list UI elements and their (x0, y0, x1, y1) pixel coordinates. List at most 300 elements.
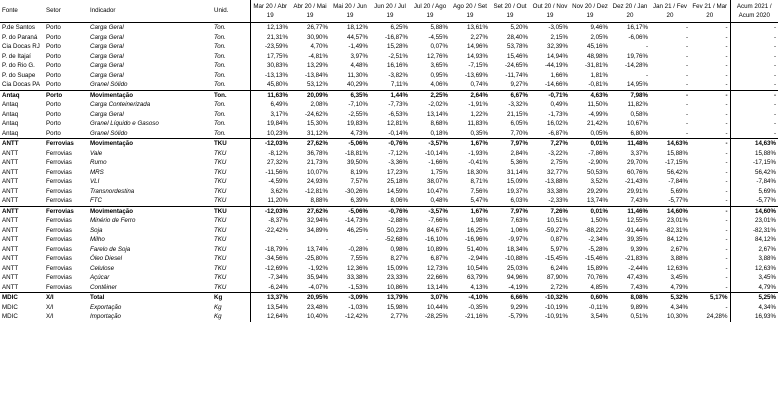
cell-value: 27,62% (290, 139, 330, 149)
cell-value: - (725, 197, 728, 204)
cell-value: 13,79% (370, 293, 410, 303)
table-row (0, 264, 778, 274)
cell-value: 23,48% (307, 303, 328, 311)
cell-value: - (645, 43, 648, 50)
cell-value: 11,83% (467, 120, 488, 127)
cell-value: -11,74% (505, 71, 528, 79)
cell-value: 0,01% (570, 206, 610, 216)
cell-value: 29,91% (627, 187, 648, 195)
cell-value: 30,90% (307, 33, 328, 41)
cell-accum: 3,88% (730, 254, 778, 264)
cell-fonte: Antaq (0, 90, 44, 100)
cell-value: 14,63% (650, 139, 690, 149)
cell-setor: Porto (46, 43, 61, 50)
cell-fonte: Cia Docas PA (2, 81, 41, 88)
cell-fonte: MDIC (0, 293, 44, 303)
cell-value: -13,84% (304, 71, 328, 79)
cell-value: 7,56% (470, 187, 488, 195)
cell-value: 56,42% (667, 168, 688, 176)
cell-accum: - (730, 90, 778, 100)
cell-value: 8,88% (310, 197, 328, 204)
cell-value: 44,57% (347, 33, 368, 41)
cell-indicador: Carga Geral (90, 33, 124, 41)
cell-value: 2,77% (390, 313, 408, 320)
cell-accum: - (730, 42, 778, 52)
cell-value: -82,31% (664, 226, 688, 234)
cell-value: 87,90% (547, 274, 568, 281)
cell-indicador: Minério de Ferro (90, 217, 136, 224)
cell-value: 0,48% (430, 197, 448, 204)
cell-accum: 4,79% (730, 283, 778, 293)
cell-value: 3,37% (630, 149, 648, 157)
cell-indicador: Carga Conteinerizada (90, 101, 151, 108)
cell-value: 9,39% (630, 245, 648, 253)
cell-value: - (685, 43, 688, 50)
cell-value: -0,11% (588, 303, 608, 311)
cell-setor: Porto (46, 71, 61, 79)
cell-unid: Ton. (212, 129, 250, 139)
cell-value: 0,95% (430, 71, 448, 79)
cell-fonte: Antaq (2, 101, 19, 108)
table-row (0, 61, 778, 71)
cell-value: 23,01% (667, 217, 688, 224)
cell-value: 7,97% (490, 139, 530, 149)
cell-value: -3,22% (548, 149, 568, 157)
cell-indicador: Celulose (90, 264, 115, 272)
cell-value: 19,37% (507, 187, 528, 195)
cell-value: 33,38% (547, 187, 568, 195)
table-row (0, 168, 778, 178)
cell-value: 2,64% (450, 90, 490, 100)
cell-value: - (365, 236, 368, 243)
cell-value: 4,70% (310, 43, 328, 50)
cell-value: -25,80% (304, 255, 328, 262)
cell-indicador: Granel Líquido e Gasoso (90, 120, 159, 127)
cell-fonte: ANTT (2, 274, 19, 281)
table-row (0, 71, 778, 81)
cell-value: - (725, 274, 728, 281)
cell-value: 10,07% (307, 168, 328, 176)
cell-value: 16,17% (627, 24, 648, 31)
cell-value: -12,42% (344, 313, 368, 320)
cell-unid: Ton. (212, 80, 250, 90)
cell-value: - (685, 120, 688, 127)
cell-value: 6,80% (630, 129, 648, 137)
cell-value: - (685, 24, 688, 31)
cell-value: -44,19% (544, 62, 568, 69)
cell-setor: Ferrovias (46, 283, 72, 291)
cell-value: 16,16% (387, 62, 408, 69)
table-row (0, 312, 778, 322)
cell-accum: -17,15% (730, 158, 778, 168)
col-period: Mai 20 / Jun 19 (330, 0, 370, 23)
cell-value: -4,59% (268, 178, 288, 185)
table-row (0, 23, 778, 33)
cell-accum: 56,42% (730, 168, 778, 178)
cell-value: - (725, 33, 728, 41)
cell-accum: - (730, 71, 778, 81)
cell-value: 0,07% (430, 43, 448, 50)
cell-value: 7,55% (350, 255, 368, 262)
cell-setor: Ferrovias (46, 274, 72, 281)
cell-accum: - (730, 110, 778, 120)
cell-setor: Porto (46, 101, 61, 108)
cell-value: 3,45% (670, 274, 688, 281)
cell-value: 2,27% (470, 33, 488, 41)
cell-accum: 15,88% (730, 149, 778, 159)
cell-setor: Porto (46, 24, 61, 31)
cell-value: 9,46% (590, 24, 608, 31)
cell-value: -22,42% (264, 226, 288, 234)
table-row (0, 139, 778, 149)
cell-fonte: ANTT (0, 139, 44, 149)
col-period: Jul 20 / Ago 19 (410, 0, 450, 23)
cell-value: 1,66% (550, 71, 568, 79)
cell-indicador: Óleo Diesel (90, 255, 122, 262)
cell-value: 15,30% (307, 120, 328, 127)
cell-accum: - (730, 33, 778, 43)
cell-setor: Porto (46, 110, 61, 118)
cell-unid: TKU (212, 168, 250, 178)
cell-setor: Ferrovias (46, 264, 72, 272)
cell-indicador: VLI (90, 178, 100, 185)
cell-setor: Porto (46, 52, 61, 60)
cell-value: -21,16% (464, 313, 488, 320)
cell-value: 24,28% (706, 313, 728, 320)
cell-value: -3,32% (508, 101, 528, 108)
cell-indicador: Transnordestina (90, 187, 135, 195)
cell-value: -24,62% (304, 110, 328, 118)
cell-value: - (725, 101, 728, 108)
cell-value: -1,93% (468, 149, 488, 157)
cell-value: - (685, 101, 688, 108)
cell-value: 12,63% (667, 264, 688, 272)
cell-value: 15,98% (387, 303, 408, 311)
cell-value: -7,73% (388, 101, 408, 108)
cell-indicador: Movimentação (88, 90, 212, 100)
cell-value: 15,09% (507, 178, 528, 185)
cell-setor: Porto (44, 90, 88, 100)
cell-value: 7,43% (630, 283, 648, 291)
cell-indicador: Carga Geral (90, 71, 124, 79)
col-period: Set 20 / Out 19 (490, 0, 530, 23)
cell-value: -16,10% (424, 236, 448, 243)
header-row (0, 0, 778, 23)
cell-value: -6,87% (548, 129, 568, 137)
cell-accum: -5,77% (730, 196, 778, 206)
cell-value: 3,54% (590, 313, 608, 320)
cell-value: 10,51% (547, 217, 568, 224)
cell-value: 2,67% (670, 245, 688, 253)
cell-fonte: ANTT (2, 217, 19, 224)
cell-setor: Ferrovias (46, 187, 72, 195)
cell-value: 6,66% (490, 293, 530, 303)
cell-unid: TKU (212, 283, 250, 293)
cell-value: 14,59% (387, 187, 408, 195)
table-row (0, 187, 778, 197)
cell-value: 24,93% (307, 178, 328, 185)
cell-value: 19,83% (347, 120, 368, 127)
cell-value: -10,32% (530, 293, 570, 303)
cell-value: 1,67% (450, 139, 490, 149)
cell-value: -1,49% (348, 43, 368, 50)
cell-value: 4,34% (670, 303, 688, 311)
col-period: Ago 20 / Set 19 (450, 0, 490, 23)
cell-value: -21,83% (624, 255, 648, 262)
table-row (0, 254, 778, 264)
cell-value: - (725, 24, 728, 31)
cell-value: -14,73% (344, 217, 368, 224)
cell-value: 26,77% (307, 24, 328, 31)
cell-unid: Ton. (212, 100, 250, 110)
cell-value: 20,09% (290, 90, 330, 100)
cell-value: -1,53% (348, 283, 368, 291)
cell-value: -1,03% (348, 303, 368, 311)
cell-value: 5,20% (510, 24, 528, 31)
cell-value: 21,73% (307, 159, 328, 166)
cell-value: -3,57% (410, 139, 450, 149)
cell-indicador: Carga Geral (90, 43, 124, 50)
cell-value: -10,19% (544, 303, 568, 311)
cell-value: -0,76% (370, 139, 410, 149)
cell-value: -10,91% (544, 313, 568, 320)
col-period: Out 20 / Nov 19 (530, 0, 570, 23)
cell-value: - (685, 129, 688, 137)
cell-value: 31,12% (307, 129, 328, 137)
cell-value: 51,40% (467, 245, 488, 253)
cell-value: - (725, 110, 728, 118)
cell-unid: TKU (212, 158, 250, 168)
cell-fonte: P.de Santos (2, 24, 35, 31)
cell-value: -0,71% (530, 90, 570, 100)
cell-value: - (325, 236, 328, 243)
table-row (0, 33, 778, 43)
cell-setor: Ferrovias (44, 139, 88, 149)
cell-accum: -7,84% (730, 177, 778, 187)
cell-accum: - (730, 61, 778, 71)
cell-value: 14,60% (650, 206, 690, 216)
cell-value: 18,34% (507, 245, 528, 253)
cell-setor: X/I (44, 293, 88, 303)
cell-indicador: Granel Sólido (90, 81, 128, 88)
cell-value: 63,79% (467, 274, 488, 281)
cell-value: 11,50% (587, 101, 608, 108)
cell-value: - (685, 33, 688, 41)
cell-value: 15,28% (387, 43, 408, 50)
cell-value: -6,53% (388, 110, 408, 118)
cell-value: - (685, 81, 688, 88)
cell-setor: Porto (46, 33, 61, 41)
cell-value: -4,10% (450, 293, 490, 303)
table-row (0, 226, 778, 236)
cell-value: -21,43% (624, 178, 648, 185)
col-accum: Acum 2021 / Acum 2020 (730, 0, 778, 23)
cell-value: 5,17% (690, 293, 730, 303)
cell-value: 5,97% (550, 245, 568, 253)
cell-unid: TKU (212, 206, 250, 216)
col-fonte: Fonte (0, 0, 44, 23)
cell-value: 27,62% (290, 206, 330, 216)
cell-value: - (685, 52, 688, 60)
cell-value: -7,10% (348, 101, 368, 108)
cell-setor: Ferrovias (46, 168, 72, 176)
cell-value: 32,77% (547, 168, 568, 176)
cell-accum: 23,01% (730, 216, 778, 226)
cell-accum: 84,12% (730, 235, 778, 245)
cell-value: 2,72% (550, 283, 568, 291)
cell-setor: Ferrovias (46, 255, 72, 262)
cell-value: -11,56% (265, 168, 288, 176)
cell-setor: Ferrovias (46, 226, 72, 234)
table-row (0, 110, 778, 120)
cell-value: 2,84% (510, 149, 528, 157)
cell-value: -14,66% (544, 81, 568, 88)
cell-fonte: ANTT (2, 283, 19, 291)
cell-value: - (725, 303, 728, 311)
cell-value: -13,13% (264, 71, 288, 79)
cell-value: 9,89% (630, 303, 648, 311)
cell-value: 19,76% (627, 52, 648, 60)
table-row (0, 206, 778, 216)
cell-value: 7,63% (510, 217, 528, 224)
cell-value: -12,81% (304, 187, 328, 195)
cell-value: 8,06% (390, 197, 408, 204)
cell-setor: Ferrovias (46, 236, 72, 243)
cell-value: 14,93% (467, 52, 488, 60)
col-period: Dez 20 / Jan 20 (610, 0, 650, 23)
cell-value: 18,30% (467, 168, 488, 176)
cell-value: 0,51% (630, 313, 648, 320)
cell-value: 36,78% (307, 149, 328, 157)
cell-value: 70,76% (587, 274, 608, 281)
cell-setor: Ferrovias (46, 149, 72, 157)
cell-value: 25,03% (507, 264, 528, 272)
cell-unid: TKU (212, 187, 250, 197)
cell-value: - (685, 110, 688, 118)
cell-value: -1,73% (548, 110, 568, 118)
cell-value: - (725, 245, 728, 253)
cell-accum: 4,34% (730, 303, 778, 313)
cell-value: 0,98% (390, 245, 408, 253)
cell-value: 15,88% (667, 149, 688, 157)
cell-value: -15,45% (544, 255, 568, 262)
cell-value: -0,81% (588, 81, 608, 88)
cell-unid: TKU (212, 245, 250, 255)
cell-setor: Ferrovias (44, 206, 88, 216)
table-row (0, 216, 778, 226)
cell-value: 8,71% (470, 178, 488, 185)
cell-value: -7,84% (668, 178, 688, 185)
cell-accum: - (730, 23, 778, 33)
cell-unid: TKU (212, 273, 250, 283)
cell-unid: TKU (212, 235, 250, 245)
cell-unid: TKU (212, 139, 250, 149)
cell-value: 4,13% (470, 283, 488, 291)
cell-value: -2,51% (388, 52, 408, 60)
cell-value: 1,81% (590, 71, 608, 79)
cell-unid: Ton. (212, 42, 250, 52)
cell-value: 1,06% (510, 226, 528, 234)
table-body (0, 23, 778, 322)
cell-value: -4,99% (588, 110, 608, 118)
cell-value: -91,44% (624, 226, 648, 234)
cell-value: 45,80% (267, 81, 288, 88)
table-row (0, 80, 778, 90)
cell-accum: - (730, 129, 778, 139)
cell-value: 13,37% (250, 293, 290, 303)
cell-value: 13,14% (427, 283, 448, 291)
cell-value: -2,55% (348, 110, 368, 118)
cell-setor: Porto (46, 81, 61, 88)
col-period: Mar 20 / Abr 19 (250, 0, 290, 23)
cell-setor: Ferrovias (46, 159, 72, 166)
cell-value: -3,09% (330, 293, 370, 303)
cell-value: 6,67% (490, 90, 530, 100)
cell-value: 1,98% (470, 217, 488, 224)
cell-value: 12,55% (627, 217, 648, 224)
cell-unid: Kg (212, 303, 250, 313)
cell-fonte: ANTT (2, 159, 19, 166)
cell-value: 34,89% (307, 226, 328, 234)
table-row (0, 119, 778, 129)
cell-indicador: Movimentação (88, 206, 212, 216)
cell-value: 16,02% (547, 120, 568, 127)
cell-value: 22,66% (427, 274, 448, 281)
cell-value: 9,29% (510, 303, 528, 311)
cell-value: -4,81% (308, 52, 328, 60)
cell-value: -2,33% (548, 197, 568, 204)
cell-value: 8,08% (610, 293, 650, 303)
cell-value: 84,67% (427, 226, 448, 234)
cell-value: 1,75% (430, 168, 448, 176)
table-row (0, 42, 778, 52)
cell-value: 20,95% (290, 293, 330, 303)
cell-value: 27,32% (267, 159, 288, 166)
cell-value: 10,40% (307, 313, 328, 320)
cell-value: 6,39% (350, 197, 368, 204)
cell-setor: Ferrovias (46, 217, 72, 224)
cell-value: 6,24% (550, 264, 568, 272)
cell-fonte: ANTT (2, 187, 19, 195)
cell-value: -3,82% (388, 71, 408, 79)
cell-value: 10,30% (667, 313, 688, 320)
cell-unid: TKU (212, 196, 250, 206)
cell-fonte: MDIC (2, 313, 18, 320)
cell-value: 0,18% (430, 129, 448, 137)
cell-value: 53,12% (307, 81, 328, 88)
cell-value: -18,79% (264, 245, 288, 253)
table-row (0, 90, 778, 100)
cell-unid: Ton. (212, 61, 250, 71)
cell-value: 0,05% (590, 129, 608, 137)
cell-indicador: Soja (90, 226, 103, 234)
cell-value: 13,61% (467, 24, 488, 31)
cell-accum: 5,69% (730, 187, 778, 197)
cell-value: -12,03% (250, 206, 290, 216)
cell-value: 39,35% (627, 236, 648, 243)
cell-value: 46,25% (347, 226, 368, 234)
cell-value: 5,36% (510, 159, 528, 166)
col-setor: Setor (44, 0, 88, 23)
cell-unid: Kg (212, 293, 250, 303)
cell-value: 14,96% (467, 43, 488, 50)
cell-value: 11,82% (627, 101, 648, 108)
cell-value: -52,68% (384, 236, 408, 243)
cell-value: 21,31% (267, 33, 288, 41)
cell-value: 8,68% (430, 120, 448, 127)
cell-value: -7,15% (468, 62, 488, 69)
cell-value: - (725, 178, 728, 185)
